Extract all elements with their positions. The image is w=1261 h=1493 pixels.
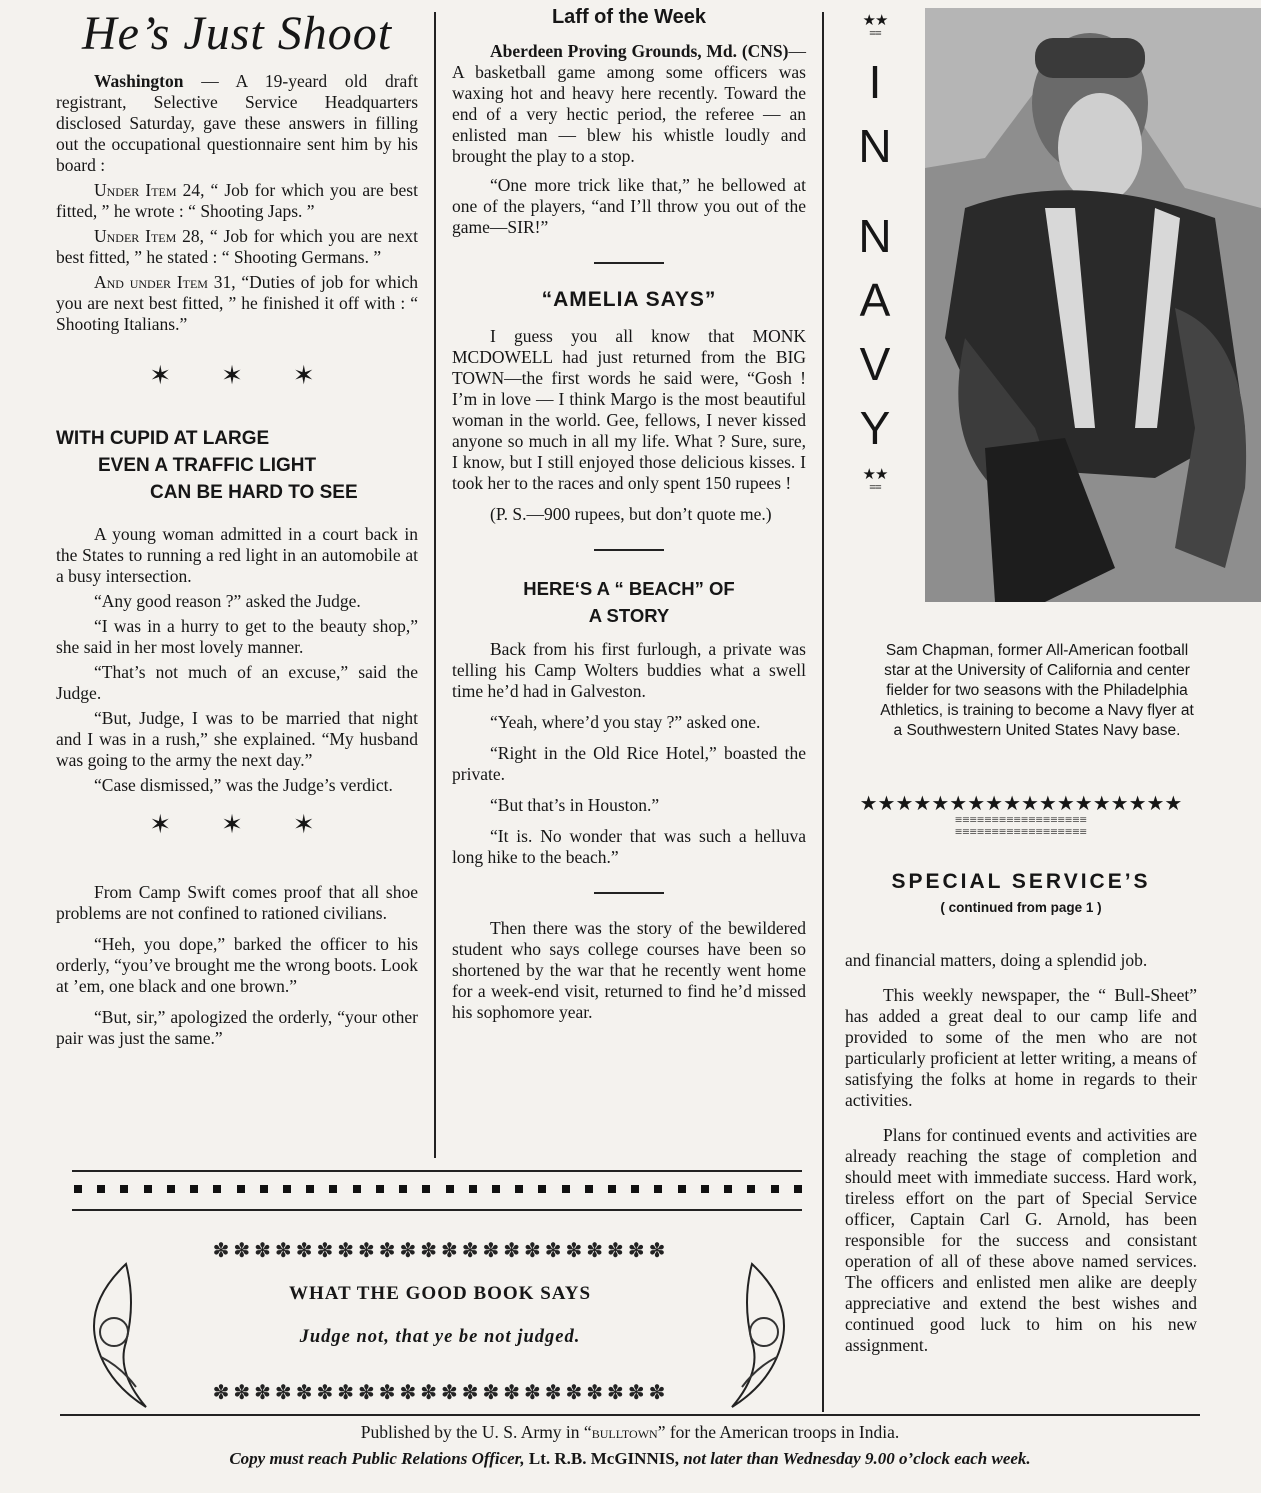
dot: [446, 1185, 454, 1193]
dot: [794, 1185, 802, 1193]
footer-rule: [60, 1414, 1200, 1416]
dot: [747, 1185, 755, 1193]
paragraph: Aberdeen Proving Grounds, Md. (CNS)—A basketball game among some officers was waxing hot and heavy here recently. Toward the end of a very hectic period, the referee — an enlisted man — blew his whistle loudly and brought the play to a stop.: [452, 41, 806, 166]
dot: [422, 1185, 430, 1193]
paragraph: A young woman admitted in a court back in the States to running a red light in an automobile at a busy intersection.: [56, 524, 418, 586]
dot: [492, 1185, 500, 1193]
column-middle: [452, 6, 806, 1027]
dot: [701, 1185, 709, 1193]
dot: [144, 1185, 152, 1193]
dot: [724, 1185, 732, 1193]
dot: [515, 1185, 523, 1193]
star-badge-icon: ★★: [862, 467, 888, 483]
paragraph: “Case dismissed,” was the Judge’s verdict.: [94, 775, 393, 795]
cornucopia-ornament-icon: [66, 1262, 156, 1412]
paragraph: “One more trick like that,” he bellowed at one of the players, “and I’ll throw you out of the game—SIR!”: [452, 175, 806, 237]
bars-icon: ≡≡: [869, 480, 881, 494]
navy-letter: A: [859, 274, 891, 326]
box-rule-bottom: [72, 1209, 802, 1211]
paragraph: “I was in a hurry to get to the beauty shop,” she said in her most lovely manner.: [56, 616, 418, 657]
heading-amelia-says: “AMELIA SAYS”: [541, 288, 717, 311]
navy-letter: I: [868, 56, 882, 108]
scripture-quote: Judge not, that ye be not judged.: [299, 1327, 581, 1347]
bars-icon: ≡≡: [869, 26, 881, 40]
heading-beach-story: HERE‘S A “ BEACH” OF A STORY: [523, 578, 735, 626]
paragraph: “Right in the Old Rice Hotel,” boasted the private.: [452, 743, 806, 784]
good-book-box: [160, 1283, 720, 1348]
dot: [260, 1185, 268, 1193]
dot: [306, 1185, 314, 1193]
dot: [608, 1185, 616, 1193]
dot: [213, 1185, 221, 1193]
paragraph: And under Item 31, “Duties of job for which you are next best fitted, ” he finished it off with : “ Shooting Italians.”: [56, 272, 418, 334]
dot: [678, 1185, 686, 1193]
paragraph: “But, sir,” apologized the orderly, “your other pair was just the same.”: [56, 1007, 418, 1048]
dot: [329, 1185, 337, 1193]
flower-border-top: ✽✽✽✽✽✽✽✽✽✽✽✽✽✽✽✽✽✽✽✽✽✽: [212, 1240, 670, 1262]
dot: [167, 1185, 175, 1193]
paragraph: “But that’s in Houston.”: [490, 795, 660, 815]
column-left: [56, 6, 418, 1053]
footer-publisher-line: Published by the U. S. Army in “bulltown” for the American troops in India.: [360, 1422, 900, 1442]
footer: [60, 1422, 1200, 1469]
headline-just-shoot: He’s Just Shoot: [81, 7, 393, 60]
paragraph: Then there was the story of the bewildered student who says college courses have been so shortened by the war that he recently went home for a week-end visit, returned to find he’d missed his sophomore year.: [452, 918, 806, 1022]
paragraph: (P. S.—900 rupees, but don’t quote me.): [490, 504, 772, 524]
dot: [120, 1185, 128, 1193]
column-rule: [434, 12, 436, 1158]
cornucopia-ornament-icon: [722, 1262, 812, 1412]
dotted-rule: [74, 1185, 802, 1195]
navy-letter: N: [858, 120, 892, 172]
dot: [538, 1185, 546, 1193]
dot: [74, 1185, 82, 1193]
dot: [562, 1185, 570, 1193]
dot: [283, 1185, 291, 1193]
heading-laff-of-the-week: Laff of the Week: [551, 6, 707, 28]
dot: [237, 1185, 245, 1193]
short-divider: [594, 549, 664, 551]
dot: [771, 1185, 779, 1193]
special-services-text: [845, 950, 1197, 1370]
paragraph: “But, Judge, I was to be married that night and I was in a rush,” she explained. “My husband was going to the army the next day.”: [56, 708, 418, 770]
footer-deadline-line: Copy must reach Public Relations Officer, Lt. R.B. McGINNIS, not later than Wednesday 9.00 o’clock each week.: [229, 1449, 1031, 1468]
dot: [353, 1185, 361, 1193]
star-divider: ✶✶✶: [149, 361, 365, 390]
dot: [399, 1185, 407, 1193]
short-divider: [594, 892, 664, 894]
dot: [654, 1185, 662, 1193]
star-band: ★★★★★★★★★★★★★★★★★★ ≡≡≡≡≡≡≡≡≡≡≡≡≡≡≡≡≡≡ ≡≡≡≡≡≡≡≡≡≡≡≡≡≡≡≡≡≡: [859, 793, 1183, 839]
paragraph: “Yeah, where’d you stay ?” asked one.: [490, 712, 761, 732]
headline-cupid: WITH CUPID AT LARGE EVEN A TRAFFIC LIGHT CAN BE HARD TO SEE: [56, 428, 358, 503]
dot: [376, 1185, 384, 1193]
navy-letter: Y: [859, 402, 891, 454]
dot: [97, 1185, 105, 1193]
short-divider: [594, 262, 664, 264]
paragraph: “Heh, you dope,” barked the officer to his orderly, “you’ve brought me the wrong boots. Look at ’em, one black and one brown.”: [56, 934, 418, 996]
star-badge-icon: ★★: [862, 13, 888, 29]
navy-letter: V: [859, 338, 891, 390]
paragraph: “Any good reason ?” asked the Judge.: [94, 591, 361, 611]
paragraph: I guess you all know that MONK MCDOWELL had just returned from the BIG TOWN—the first words he said were, “Gosh ! I’m in love — I think Margo is the most beautiful woman in the world. Gee, fellows, I never kissed anyone so much in all my life. What ? Sure, sure, I know, but I still enjoyed those delicious kisses. I took her to the races and only spent 150 rupees !: [452, 326, 806, 493]
paragraph: Under Item 28, “ Job for which you are next best fitted, ” he stated : “ Shooting Germans. ”: [56, 226, 418, 267]
paragraph: “It is. No wonder that was such a helluva long hike to the beach.”: [452, 826, 806, 867]
paragraph: and financial matters, doing a splendid job.: [845, 950, 1148, 970]
navy-letter: N: [858, 210, 892, 262]
dot: [585, 1185, 593, 1193]
dot: [190, 1185, 198, 1193]
paragraph: Plans for continued events and activities are already reaching the stage of completion and should meet with immediate success. Hard work, tireless effort on the part of Special Service officer, Captain Carl G. Arnold, has been responsible for the success and consistant operation of all of these above named services. The officers and enlisted men alike are deeply appreciative and extend the best wishes and continued good luck to him on his new assignment.: [845, 1125, 1197, 1355]
photo-navy-flyer: [925, 8, 1261, 602]
paragraph: From Camp Swift comes proof that all shoe problems are not confined to rationed civilians.: [56, 882, 418, 923]
star-divider: ✶✶✶: [149, 810, 365, 839]
paragraph: Under Item 24, “ Job for which you are best fitted, ” he wrote : “ Shooting Japs. ”: [56, 180, 418, 221]
column-rule: [822, 12, 824, 1412]
paragraph: This weekly newspaper, the “ Bull-Sheet” has added a great deal to our camp life and provided to some of the men who are not particularly proficient at letter writing, a means of satisfying the folks at home in regards to their activities.: [845, 985, 1197, 1110]
heading-good-book: WHAT THE GOOD BOOK SAYS: [288, 1283, 592, 1304]
paragraph: Washington — A 19-yeard old draft registrant, Selective Service Headquarters disclosed Saturday, gave these answers in filling out the occupational questionnaire sent him by his board :: [56, 71, 418, 175]
in-navy-vertical-title: [845, 8, 905, 492]
photo-illustration: [925, 8, 1261, 602]
photo-caption: Sam Chapman, former All-American football star at the University of California and center fielder for two seasons with the Philadelphia Athletics, is training to become a Navy flyer at a Southwestern United States Navy base.: [880, 642, 1194, 739]
heading-special-services: SPECIAL SERVICE’S ( continued from page 1 ): [891, 870, 1151, 915]
dot: [631, 1185, 639, 1193]
navy-letters: [845, 50, 905, 460]
box-rule-top: [72, 1170, 802, 1172]
dot: [469, 1185, 477, 1193]
flower-border-bottom: ✽✽✽✽✽✽✽✽✽✽✽✽✽✽✽✽✽✽✽✽✽✽: [212, 1382, 670, 1404]
paragraph: “That’s not much of an excuse,” said the Judge.: [56, 662, 418, 703]
paragraph: Back from his first furlough, a private was telling his Camp Wolters buddies what a swell time he’d had in Galveston.: [452, 639, 806, 701]
